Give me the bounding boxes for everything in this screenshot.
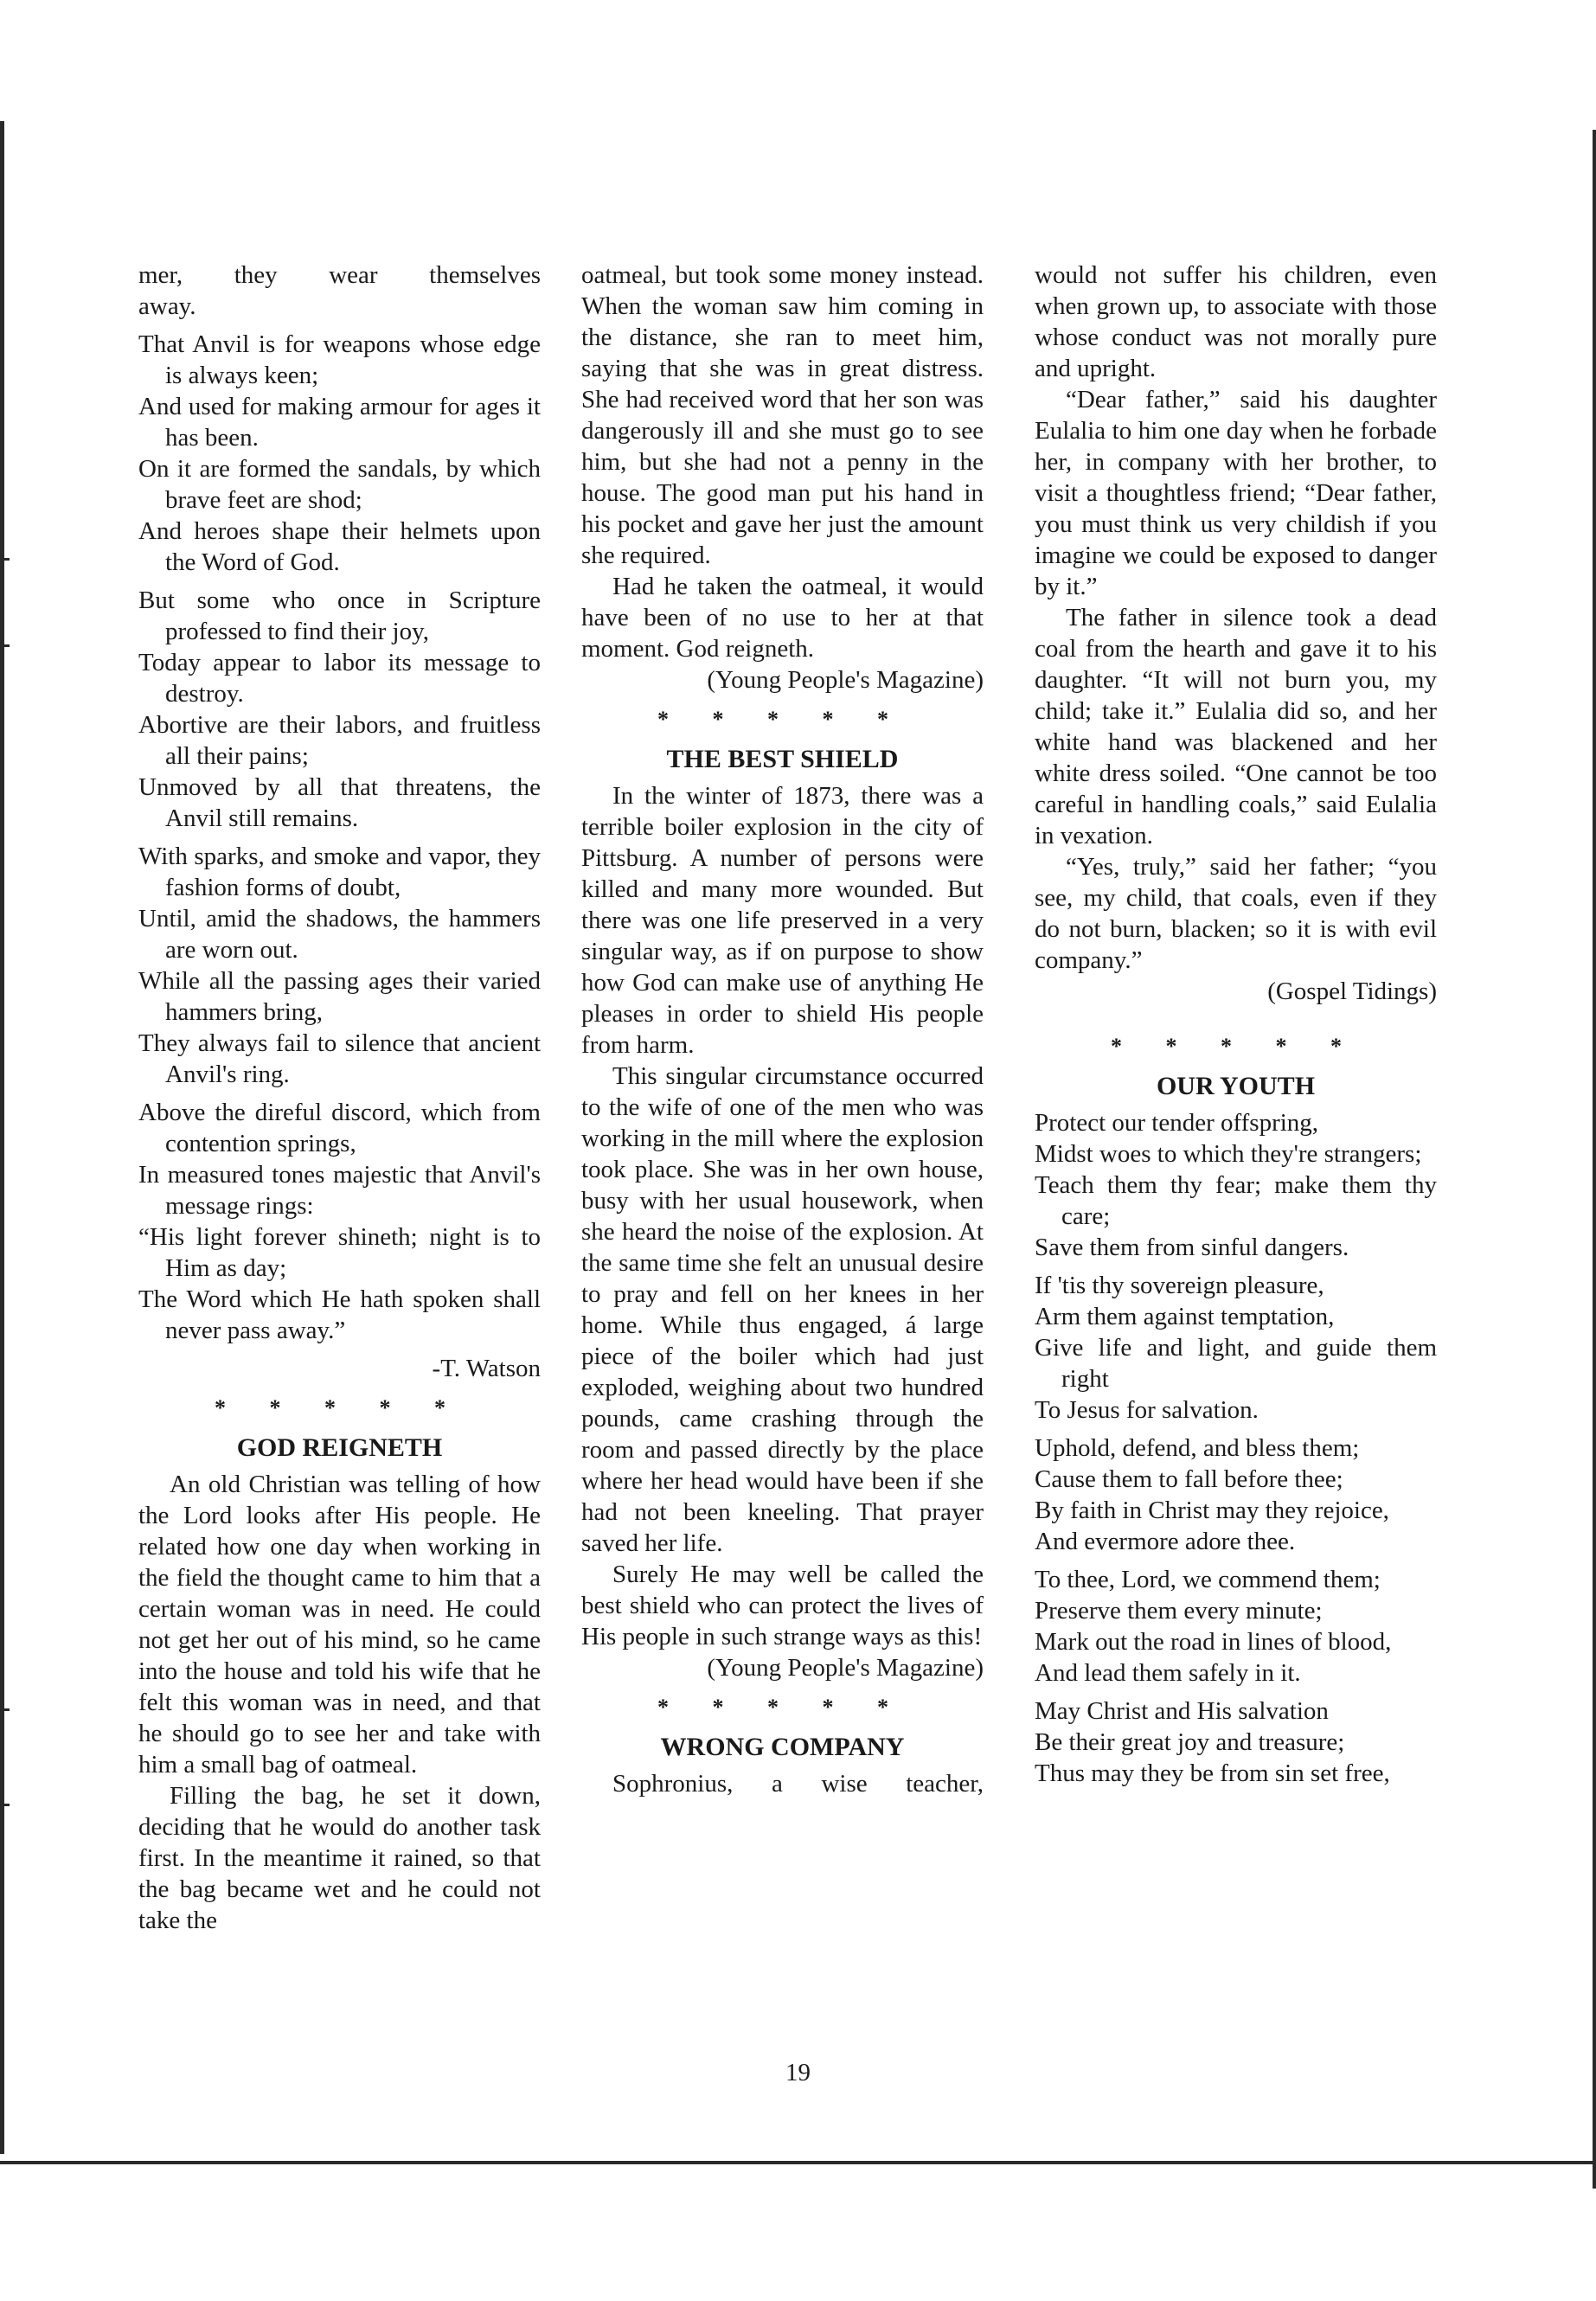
poem-anvil bbox=[138, 260, 541, 322]
scan-mark bbox=[4, 1708, 10, 1711]
poem-couplet bbox=[138, 841, 541, 1090]
poem-stanza bbox=[1035, 1695, 1437, 1789]
poem-line: Teach them thy fear; make them thy care; bbox=[1035, 1171, 1437, 1230]
scan-border-bottom bbox=[0, 2161, 1596, 2164]
paragraph: Sophronius, a wise teacher, bbox=[612, 1770, 984, 1798]
paragraph: “Dear father,” said his daughter Eulalia to him one day when he forbade her, in company with her brother, to visit a thoughtless friend; “Dear father, you must think us very childish if you imagine we could be exposed to danger by it.” bbox=[1035, 386, 1437, 600]
paragraph: Had he taken the oatmeal, it would have been of no use to her at that moment. God reigneth. bbox=[581, 573, 984, 663]
poem-line: Until, amid the shadows, the hammers are worn out. bbox=[138, 905, 541, 964]
poem-line: Above the direful discord, which from contention springs, bbox=[138, 1099, 541, 1157]
section-divider: * * * * * bbox=[657, 707, 907, 732]
poem-couplet bbox=[138, 1097, 541, 1346]
poem-line: By faith in Christ may they rejoice, bbox=[1035, 1497, 1389, 1524]
poem-line: Thus may they be from sin set free, bbox=[1035, 1759, 1390, 1787]
poem-line: The Word which He hath spoken shall never pass away.” bbox=[138, 1285, 541, 1344]
poem-stanza bbox=[1035, 1433, 1437, 1557]
poem-line: But some who once in Scripture professed to find their joy, bbox=[138, 586, 541, 645]
poem-line: Protect our tender offspring, bbox=[1035, 1109, 1319, 1137]
poem-line: Unmoved by all that threatens, the Anvil still remains. bbox=[138, 773, 541, 832]
paragraph: This singular circumstance occurred to the wife of one of the men who was working in the mill where the explosion took place. She was in her own house, busy with her usual housework, when she heard the noise of the explosion. At the same time she felt an unusual desire to pray and fell on her knees in her home. While thus engaged, á large piece of the boiler which had just exploded, weighing about two hundred pounds, came crashing through the room and passed directly by the place where her head would have been if she had not been kneeling. That prayer saved her life. bbox=[581, 1062, 984, 1557]
source-citation: (Gospel Tidings) bbox=[1267, 977, 1437, 1005]
paragraph: An old Christian was telling of how the Lord looks after His people. He related how one day when working in the field the thought came to him that a certain woman was in need. He could not get her out of his mind, so he came into the house and told his wife that he felt this woman was in need, and that he should go to see her and take with him a small bag of oatmeal. bbox=[138, 1471, 541, 1779]
paragraph: Filling the bag, he set it down, deciding that he would do another task first. In the meantime it rained, so that the bag became wet and he could not take the bbox=[138, 1782, 541, 1934]
poem-couplet bbox=[138, 329, 541, 578]
article-title: THE BEST SHIELD bbox=[666, 745, 899, 773]
article-title: GOD REIGNETH bbox=[236, 1433, 443, 1462]
poem-line: away. bbox=[138, 292, 196, 320]
page-number: 19 bbox=[785, 2059, 811, 2086]
column-3 bbox=[1035, 260, 1437, 1796]
poem-line: Give life and light, and guide them right bbox=[1035, 1334, 1437, 1393]
poem-line: Uphold, defend, and bless them; bbox=[1035, 1434, 1360, 1462]
scan-border-right bbox=[1593, 130, 1596, 2189]
poem-line: They always fail to silence that ancient Anvil's ring. bbox=[138, 1029, 541, 1088]
paragraph: “Yes, truly,” said her father; “you see, my child, that coals, even if they do not burn, blacken; so it is with evil company.” bbox=[1035, 853, 1437, 974]
poem-line: That Anvil is for weapons whose edge is always keen; bbox=[138, 330, 541, 389]
column-2 bbox=[581, 260, 984, 1799]
scan-mark bbox=[4, 644, 10, 647]
article-title: OUR YOUTH bbox=[1156, 1072, 1316, 1100]
poem-line: On it are formed the sandals, by which brave feet are shod; bbox=[138, 455, 541, 514]
poem-line: To thee, Lord, we commend them; bbox=[1035, 1566, 1381, 1593]
paragraph: Surely He may well be called the best shield who can protect the lives of His people in such strange ways as this! bbox=[581, 1561, 984, 1650]
section-divider: * * * * * bbox=[1111, 1034, 1361, 1059]
poem-author: -T. Watson bbox=[432, 1355, 541, 1382]
poem-line: Abortive are their labors, and fruitless all their pains; bbox=[138, 711, 541, 770]
poem-stanza bbox=[1035, 1107, 1437, 1263]
poem-line: With sparks, and smoke and vapor, they fashion forms of doubt, bbox=[138, 843, 541, 901]
source-citation: (Young People's Magazine) bbox=[707, 666, 984, 694]
poem-line: Mark out the road in lines of blood, bbox=[1035, 1628, 1392, 1656]
poem-line: “His light forever shineth; night is to Him as day; bbox=[138, 1223, 541, 1282]
poem-line: Be their great joy and treasure; bbox=[1035, 1728, 1345, 1756]
poem-line: Cause them to fall before thee; bbox=[1035, 1465, 1343, 1493]
poem-line: Midst woes to which they're strangers; bbox=[1035, 1140, 1422, 1168]
scan-border-left bbox=[0, 121, 4, 2154]
poem-line: mer, they wear themselves bbox=[138, 261, 541, 289]
poem-line: Today appear to labor its message to destroy. bbox=[138, 649, 541, 708]
paragraph-continuation: oatmeal, but took some money instead. When the woman saw him coming in the distance, she ran to meet him, saying that she was in great distress. She had received word that her son was dangerously ill and she must go to see him, but she had not a penny in the house. The good man put his hand in his pocket and gave her just the amount she required. bbox=[581, 261, 984, 569]
poem-line: To Jesus for salvation. bbox=[1035, 1396, 1259, 1424]
poem-line: And lead them safely in it. bbox=[1035, 1659, 1301, 1687]
poem-stanza bbox=[1035, 1564, 1437, 1689]
poem-line: Arm them against temptation, bbox=[1035, 1303, 1335, 1330]
section-divider: * * * * * bbox=[657, 1695, 907, 1720]
scan-mark bbox=[4, 558, 10, 561]
poem-line: If 'tis thy sovereign pleasure, bbox=[1035, 1272, 1324, 1299]
article-title: WRONG COMPANY bbox=[660, 1733, 905, 1761]
poem-line: While all the passing ages their varied hammers bring, bbox=[138, 967, 541, 1026]
poem-line: In measured tones majestic that Anvil's message rings: bbox=[138, 1161, 541, 1220]
paragraph: The father in silence took a dead coal from the hearth and gave it to his daughter. “It will not burn you, my child; take it.” Eulalia did so, and her white hand was blackened and her white dress soiled. “One cannot be too careful in handling coals,” said Eulalia in vexation. bbox=[1035, 604, 1437, 849]
poem-line: Preserve them every minute; bbox=[1035, 1597, 1323, 1625]
poem-line: And heroes shape their helmets upon the Word of God. bbox=[138, 517, 541, 576]
section-divider: * * * * * bbox=[215, 1395, 465, 1420]
paragraph-continuation: would not suffer his children, even when grown up, to associate with those whose conduct was not morally pure and upright. bbox=[1035, 261, 1437, 382]
source-citation: (Young People's Magazine) bbox=[707, 1654, 984, 1682]
poem-line: Save them from sinful dangers. bbox=[1035, 1234, 1349, 1261]
poem-couplet bbox=[138, 585, 541, 834]
poem-line: And evermore adore thee. bbox=[1035, 1528, 1296, 1555]
poem-line: May Christ and His salvation bbox=[1035, 1697, 1329, 1725]
poem-stanza bbox=[1035, 1270, 1437, 1426]
poem-line: And used for making armour for ages it has been. bbox=[138, 393, 541, 452]
column-1 bbox=[138, 260, 541, 1936]
scan-mark bbox=[4, 1804, 10, 1806]
paragraph: In the winter of 1873, there was a terrible boiler explosion in the city of Pittsburg. A number of persons were killed and many more wounded. But there was one life preserved in a very singular way, as if on purpose to show how God can make use of anything He pleases in order to shield His people from harm. bbox=[581, 782, 984, 1059]
